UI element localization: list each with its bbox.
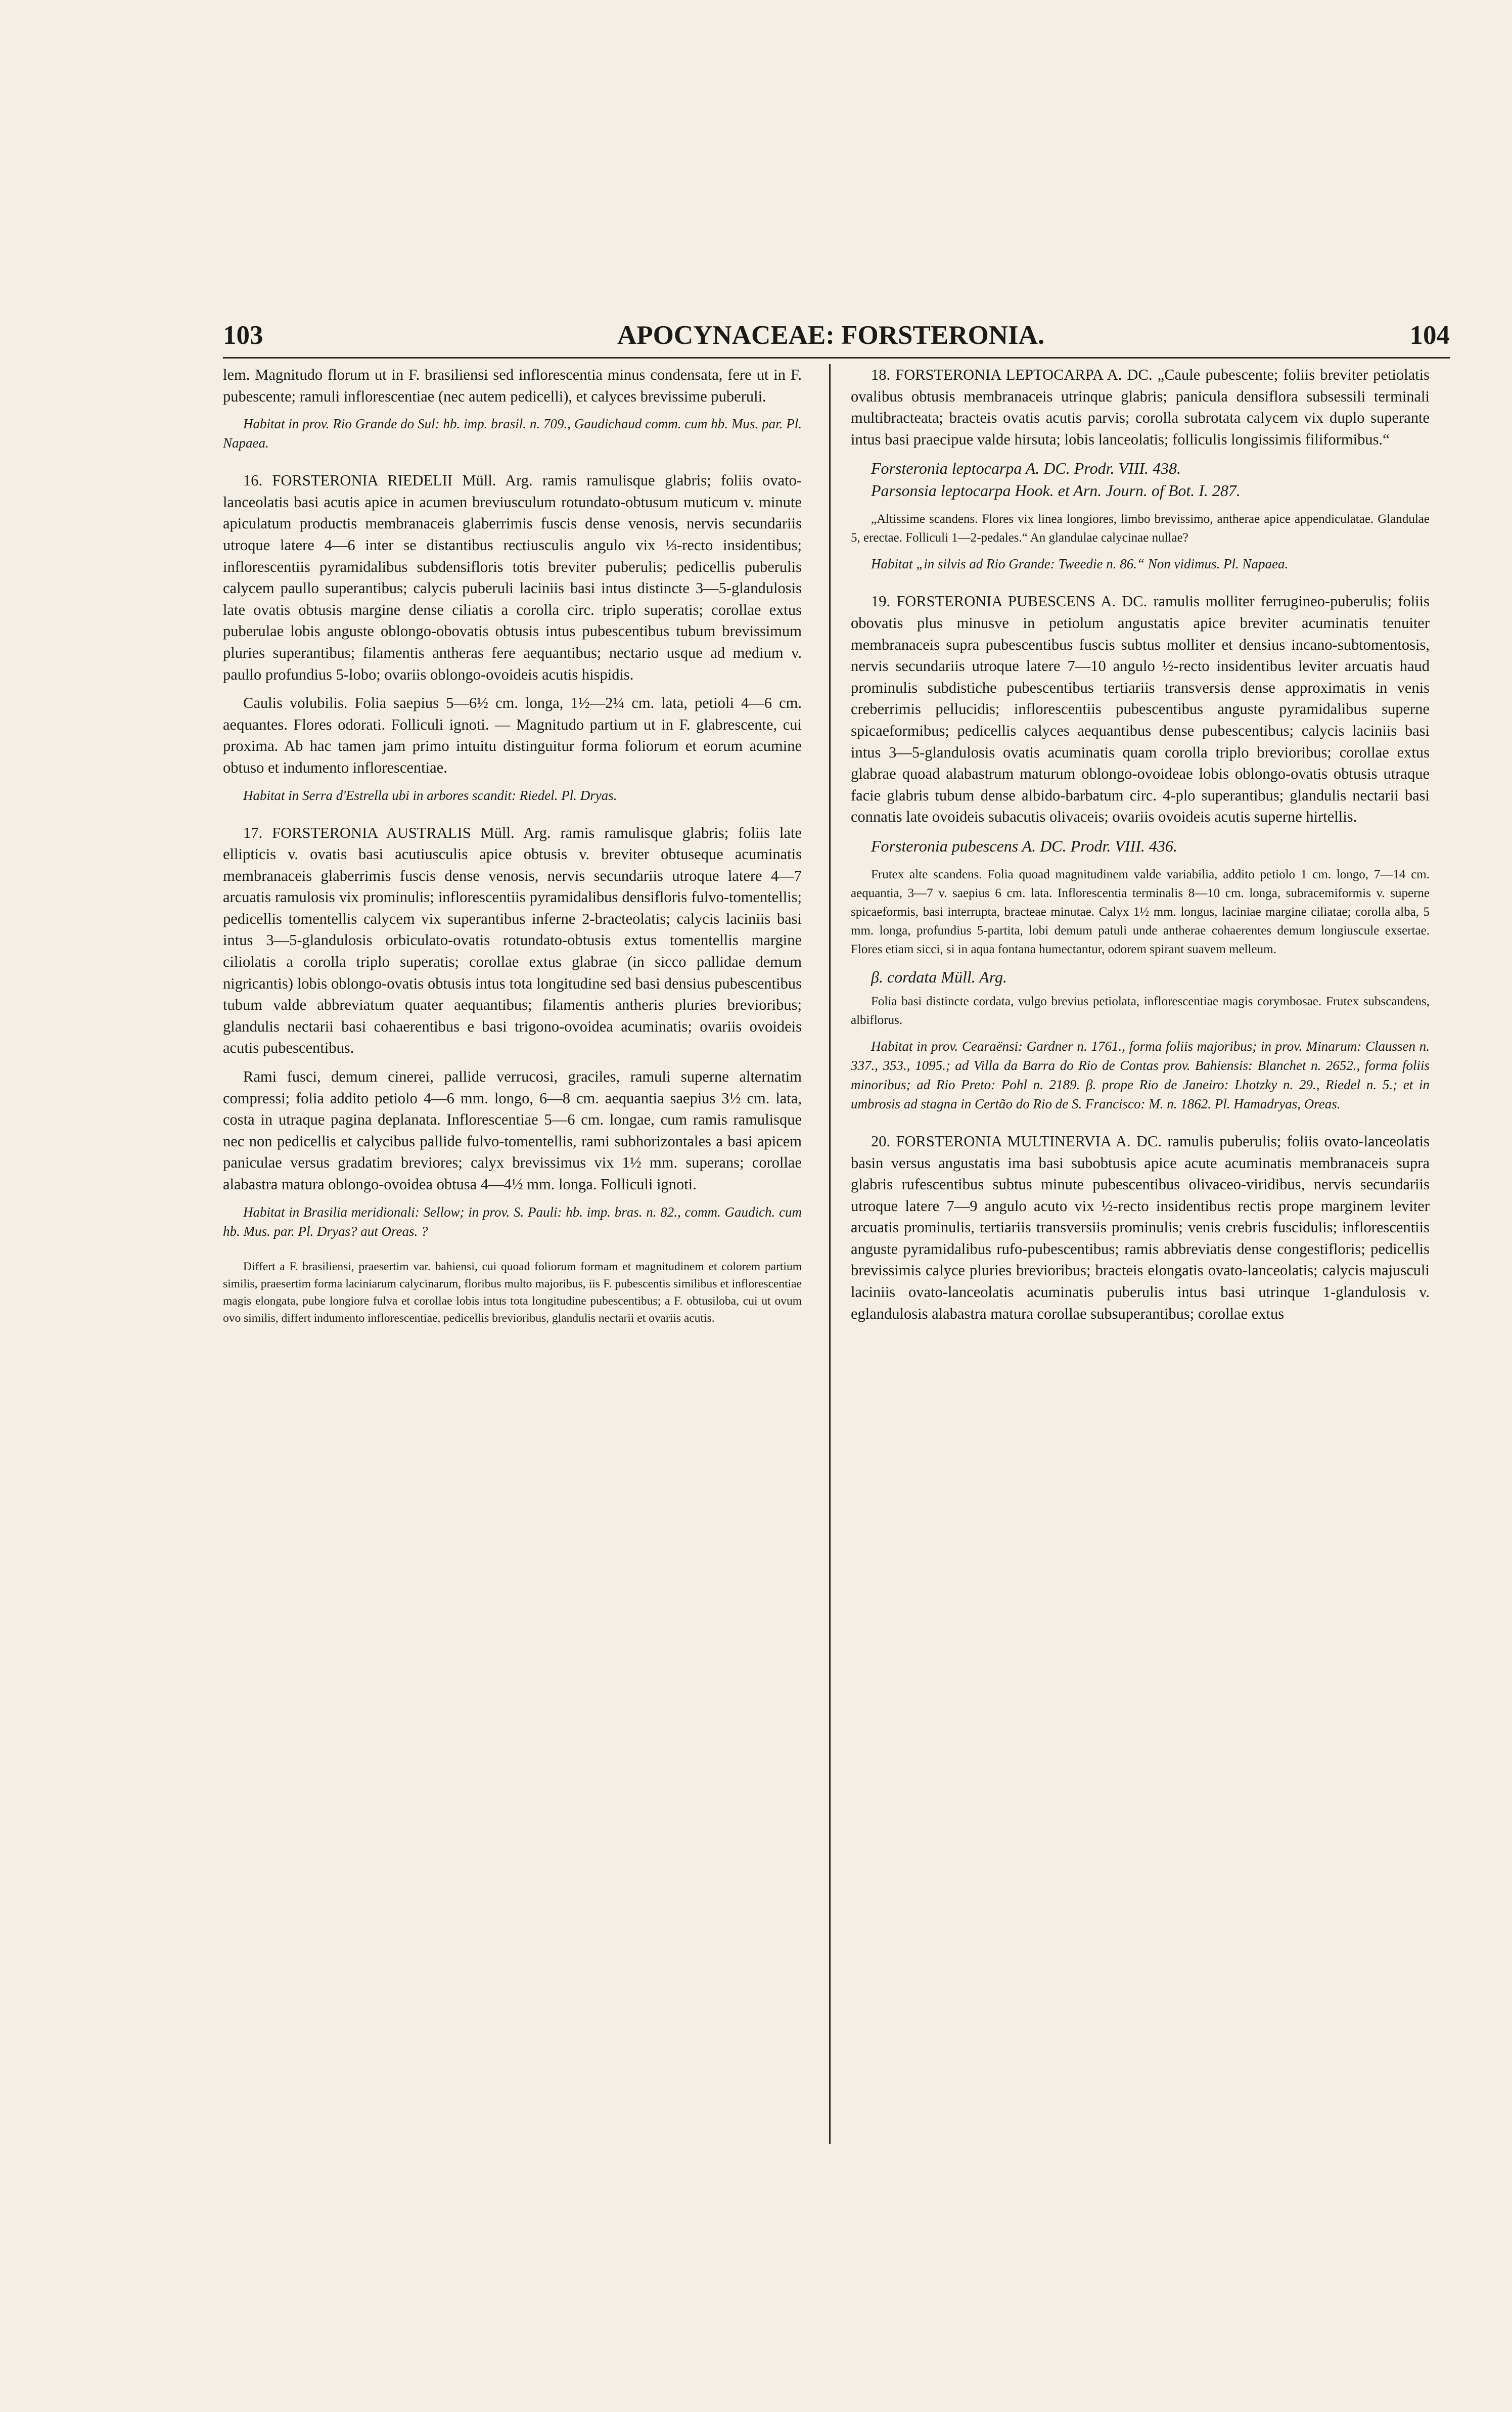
habitat-note: Habitat in prov. Rio Grande do Sul: hb. imp. brasil. n. 709., Gaudichaud comm. cum hb. Mus. par. Pl. Napaea. (223, 416, 802, 451)
right-column (851, 364, 1430, 2144)
continuation-paragraph: lem. Magnitudo florum ut in F. brasiliensi sed inflorescentia minus condensata, fere ut in F. pubescente; ramuli inflorescentiae (nec autem pedicelli), et calyces brevissime puberuli. (223, 366, 802, 405)
species-19-variety-description: Folia basi distincte cordata, vulgo brevius petiolata, inflorescentiae magis corymbosae. Frutex subscandens, albiflorus. (851, 994, 1430, 1027)
header-rule (223, 357, 1450, 359)
species-17-habitat: Habitat in Brasilia meridionali: Sellow; in prov. S. Pauli: hb. imp. bras. n. 82., comm. Gaudich. cum hb. Mus. par. Pl. Dryas? aut Oreas. ? (223, 1204, 802, 1239)
left-column (223, 364, 802, 2144)
running-header (223, 319, 1450, 352)
species-18-synonym-2: Parsonsia leptocarpa Hook. et Arn. Journ. of Bot. I. 287. (871, 481, 1241, 500)
species-19-description: 19. FORSTERONIA PUBESCENS A. DC. ramulis molliter ferrugineo-puberulis; foliis obovatis plus minusve in petiolum angustatis apice breviter acuminatis tenuiter membranaceis supra pubescentibus fuscis subtus molliter et densius incano-subtomentosis, nervis secundariis utroque latere 7—10 angulo ½-recto insidentibus leviter arcuatis haud prominulis subdistiche pubescentibus tertiariis transversis dense approximatis in venis creberrimis pellucidis; inflorescentiis pubescentibus anguste pyramidalibus superne spicaeformibus; pedicellis calyces aequantibus dense pubescentibus; calycis laciniis basi intus 3—5-glandulosis ovatis acuminatis quam corolla triplo brevioribus; corollae extus glabrae quoad alabastrum maturum oblongo-ovoideae lobis oblongo-ovatis obtusis utraque facie glabris tubum dense albido-barbatum circ. 4-plo superantibus; glandulis nectarii basi connatis late ovoideis subacutis olivaceis; ovariis ovoideis acutis superne hirtellis. (851, 593, 1430, 826)
species-18-habitat: Habitat „in silvis ad Rio Grande: Tweedie n. 86.“ Non vidimus. Pl. Napaea. (871, 556, 1289, 572)
species-19-habitat: Habitat in prov. Cearaënsi: Gardner n. 1761., forma foliis majoribus; in prov. Minarum: Claussen n. 337., 353., 1095.; ad Villa da Barra do Rio de Contas prov. Bahiensis: Blanchet n. 2652., forma foliis minoribus; ad Rio Preto: Pohl n. 2189. β. prope Rio de Janeiro: Lhotzky n. 29., Riedel n. 5.; et in umbrosis ad stagna in Certão do Rio de S. Francisco: M. n. 1862. Pl. Hamadryas, Oreas. (851, 1038, 1430, 1111)
page-number-left: 103 (223, 321, 263, 350)
species-18-description: 18. FORSTERONIA LEPTOCARPA A. DC. „Caule pubescente; foliis breviter petiolatis ovalibus obtusis membranaceis utrinque glabris; panicula densiflora subsessili terminali multibracteata; bracteis ovatis acutis parvis; corolla subrotata calycem vix duplo superante intus basi praecipue valde hirsuta; lobis lanceolatis; folliculis longissimis filiformibus.“ (851, 366, 1430, 448)
species-17-note: Differt a F. brasiliensi, praesertim var. bahiensi, cui quoad foliorum formam et magnitudinem et colorem partium similis, praesertim forma laciniarum calycinarum, floribus multo majoribus, iis F. pubescentis similibus et inflorescentiae magis elongata, pube longiore fulva et corollae lobis intus tota longitudine pubescentibus; a F. obtusiloba, cui ut ovum ovo similis, differt indumento inflorescentiae, pedicellis brevioribus, glandulis nectarii et ovariis acutis. (223, 1260, 802, 1325)
species-18-note: „Altissime scandens. Flores vix linea longiores, limbo brevissimo, antherae apice appendiculatae. Glandulae 5, erectae. Folliculi 1—2-pedales.“ An glandulae calycinae nullae? (851, 512, 1430, 545)
species-18-synonym-1: Forsteronia leptocarpa A. DC. Prodr. VIII. 438. (871, 459, 1181, 478)
species-17-morphology: Rami fusci, demum cinerei, pallide verrucosi, graciles, ramuli superne alternatim compressi; folia addito petiolo 4—6 mm. longo, 6—8 cm. aequantia saepius 3½ cm. lata, costa in utraque pagina deplanata. Inflorescentiae 5—6 cm. longae, cum ramis ramulisque nec non pedicellis et calycibus pallide fulvo-tomentellis, rami subhorizontales a basi apicem paniculae versus gradatim breviores; calyx brevissimus vix 1½ mm. superans; corollae alabastra matura oblongo-ovoidea obtusa 4—4½ mm. longa. Folliculi ignoti. (223, 1068, 802, 1193)
species-20-description: 20. FORSTERONIA MULTINERVIA A. DC. ramulis puberulis; foliis ovato-lanceolatis basin versus angustatis ima basi subobtusis apice acute acuminatis membranaceis supra glabris rufescentibus subtus minute pubescentibus olivaceo-viridibus, nervis secundariis utroque latere 7—9 angulo acuto vix ½-recto insidentibus rectis prope marginem leviter arcuatis prominulis, tertiariis transversiis prominulis; venis crebris fuscidulis; inflorescentiis anguste pyramidalibus rufo-pubescentibus; ramis abbreviatis dense congestifloris; pedicellis brevissimis calyce pluries brevioribus; bracteis elongatis ovato-lanceolatis; calycis majusculi laciniis ovato-lanceolatis acuminatis puberulis intus basi utrinque 1-glandulosis v. eglandulosis alabastra matura corollae subsuperantibus; corollae extus (851, 1132, 1430, 1322)
running-title: APOCYNACEAE: FORSTERONIA. (617, 321, 1045, 350)
species-19-variety: β. cordata Müll. Arg. (871, 967, 1007, 986)
species-19-morphology: Frutex alte scandens. Folia quoad magnitudinem valde variabilia, addito petiolo 1 cm. longo, 7—14 cm. aequantia, 3—7 v. saepius 6 cm. lata. Inflorescentia terminalis 8—10 cm. longa, subracemiformis v. superne spicaeformis, basi interrupta, bracteae minutae. Calyx 1½ mm. longus, laciniae margine ciliatae; corolla alba, 5 mm. longa, profundius 5-partita, lobi demum patuli unde antherae cohaerentes demum longiuscule exsertae. Flores etiam sicci, si in aqua fontana humectantur, odorem spirant suavem melleum. (851, 867, 1430, 956)
page-number-right: 104 (1409, 321, 1450, 350)
species-16-morphology: Caulis volubilis. Folia saepius 5—6½ cm. longa, 1½—2¼ cm. lata, petioli 4—6 cm. aequantes. Flores odorati. Folliculi ignoti. — Magnitudo partium ut in F. glabrescente, cui proxima. Ab hac tamen jam primo intuitu distinguitur forma foliorum et eorum acumine obtuso et indumento inflorescentiae. (223, 694, 802, 776)
species-16-habitat: Habitat in Serra d'Estrella ubi in arbores scandit: Riedel. Pl. Dryas. (243, 787, 617, 803)
species-17-description: 17. FORSTERONIA AUSTRALIS Müll. Arg. ramis ramulisque glabris; foliis late ellipticis v. ovatis basi acutiusculis apice obtusis v. breviter obtuseque acuminatis membranaceis glaberrimis fuscis dense venosis, nervis secundariis utroque latere 4—7 arcuatis ramulosis vix prominulis; inflorescentiis pyramidalibus densifloris fulvo-tomentellis; pedicellis tomentellis calycem vix superantibus inferne 2-bracteolatis; calycis laciniis basi intus 3—5-glandulosis orbiculato-ovatis rotundato-obtusis extus tomentellis margine ciliolatis a corolla triplo superatis; corollae extus glabrae (in sicco pallidae demum nigricantis) lobis oblongo-ovatis obtusis intus tota longitudine sed basi densius pubescentibus tubum valde abbreviatum quater aequantibus; filamentis antheris pluries brevioribus; glandulis nectarii basi cohaerentibus e basi trigono-ovoidea acuminatis; ovariis ovoideis acutis pubescentibus. (223, 824, 802, 1057)
species-16-description: 16. FORSTERONIA RIEDELII Müll. Arg. ramis ramulisque glabris; foliis ovato-lanceolatis basi acutis apice in acumen breviusculum rotundato-obtusum muticum v. minute apiculatum productis membranaceis glaberrimis fuscis dense venosis, nervis secundariis utroque latere 4—6 inter se distantibus rectiusculis angulo vix ⅓-recto insidentibus; inflorescentiis pyramidalibus subdensifloris totis breviter puberulis; pedicellis puberulis calycem paullo superantibus; calycis puberuli laciniis basi intus distincte 3—5-glandulosis late ovatis obtusis margine dense ciliatis a corolla circ. triplo superatis; corollae extus puberulae lobis anguste oblongo-obovatis obtusis intus pubescentibus tubum brevissimum pluries superantibus; filamentis antheras fere aequantibus; nectario usque ad medium v. paullo profundius 5-lobo; ovariis oblongo-ovoideis acutis hispidis. (223, 472, 802, 683)
species-19-synonym: Forsteronia pubescens A. DC. Prodr. VIII. 436. (871, 836, 1177, 855)
column-divider (829, 364, 831, 2144)
